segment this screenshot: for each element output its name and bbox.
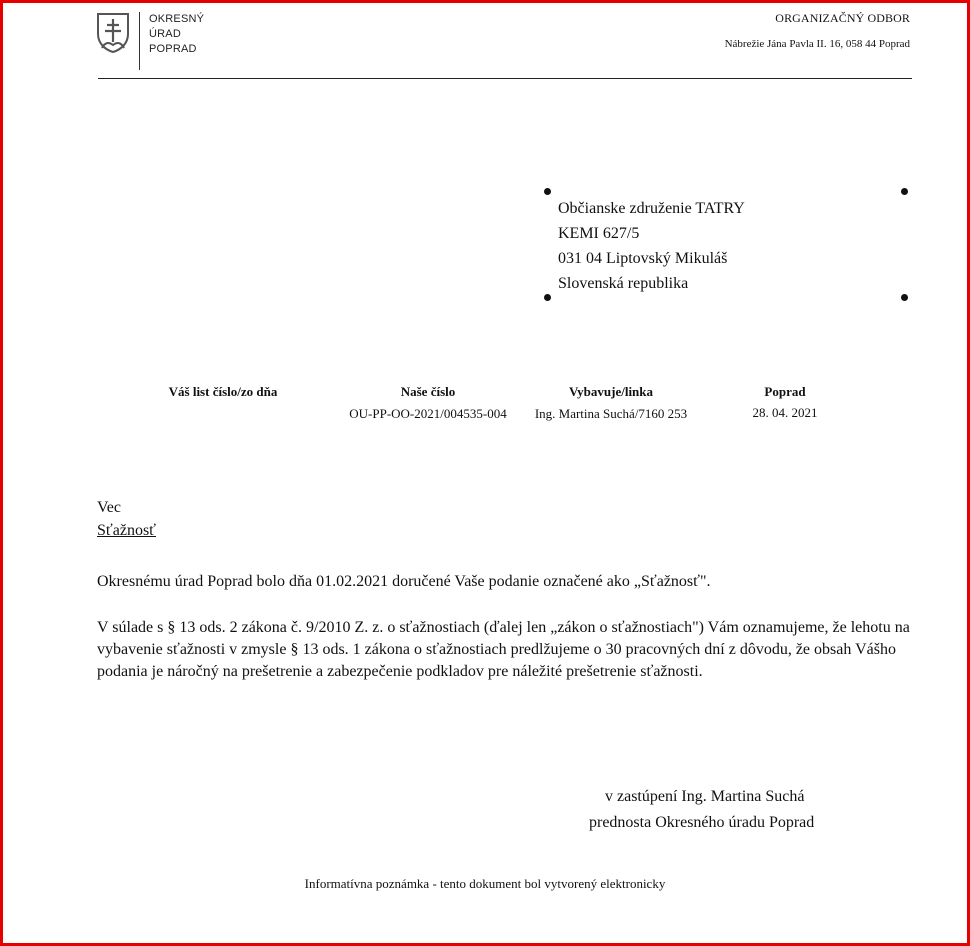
place-label: Poprad <box>764 384 806 399</box>
our-number-label: Naše číslo <box>400 384 456 399</box>
signature-line-2: prednosta Okresného úradu Poprad <box>589 814 815 831</box>
handled-by-label: Vybavuje/linka <box>568 384 654 399</box>
letter-date: 28. 04. 2021 <box>752 405 818 420</box>
office-name <box>149 12 204 57</box>
recipient-line: KEMI 627/5 <box>558 225 640 242</box>
address-corner-mark <box>544 294 551 301</box>
footer-note: Informatívna poznámka - tento dokument bol vytvorený elektronicky <box>304 876 666 891</box>
office-name-line-1: OKRESNÝ <box>149 13 205 25</box>
address-corner-mark <box>901 188 908 195</box>
paragraph-2: V súlade s § 13 ods. 2 zákona č. 9/2010 Z. z. o sťažnostiach (ďalej len „zákon o sťažnostiach") Vám oznamujeme, že lehotu na vybavenie sťažnosti v zmysle § 13 ods. 1 zákona o sťažnostiach predlžujeme o 30 pracovných dní z dôvodu, že obsah Vášho podania je náročný na prešetrenie a zabezpečenie podkladov pre náležité prešetrenie sťažnosti. <box>97 619 910 680</box>
handled-by-value: Ing. Martina Suchá/7160 253 <box>534 406 688 421</box>
office-name-line-3: POPRAD <box>149 43 197 55</box>
header-divider <box>139 12 140 70</box>
our-number-value: OU-PP-OO-2021/004535-004 <box>349 406 507 421</box>
subject-label: Vec <box>97 499 121 516</box>
office-name-line-2: ÚRAD <box>149 28 181 40</box>
recipient-address <box>558 196 745 296</box>
department-name: ORGANIZAČNÝ ODBOR <box>775 11 910 25</box>
your-letter-label: Váš list číslo/zo dňa <box>168 384 278 399</box>
address-corner-mark <box>901 294 908 301</box>
office-address: Nábrežie Jána Pavla II. 16, 058 44 Poprad <box>724 38 910 50</box>
recipient-line: Slovenská republika <box>558 275 689 292</box>
header-rule <box>98 78 912 79</box>
coat-of-arms-icon <box>96 12 130 54</box>
recipient-line: 031 04 Liptovský Mikuláš <box>558 250 728 267</box>
recipient-line: Občianske združenie TATRY <box>558 200 745 217</box>
address-corner-mark <box>544 188 551 195</box>
paragraph-1: Okresnému úrad Poprad bolo dňa 01.02.2021 doručené Vaše podanie označené ako „Sťažnosť". <box>97 573 711 590</box>
subject: Sťažnosť <box>97 522 156 539</box>
signature-line-1: v zastúpení Ing. Martina Suchá <box>605 788 805 805</box>
